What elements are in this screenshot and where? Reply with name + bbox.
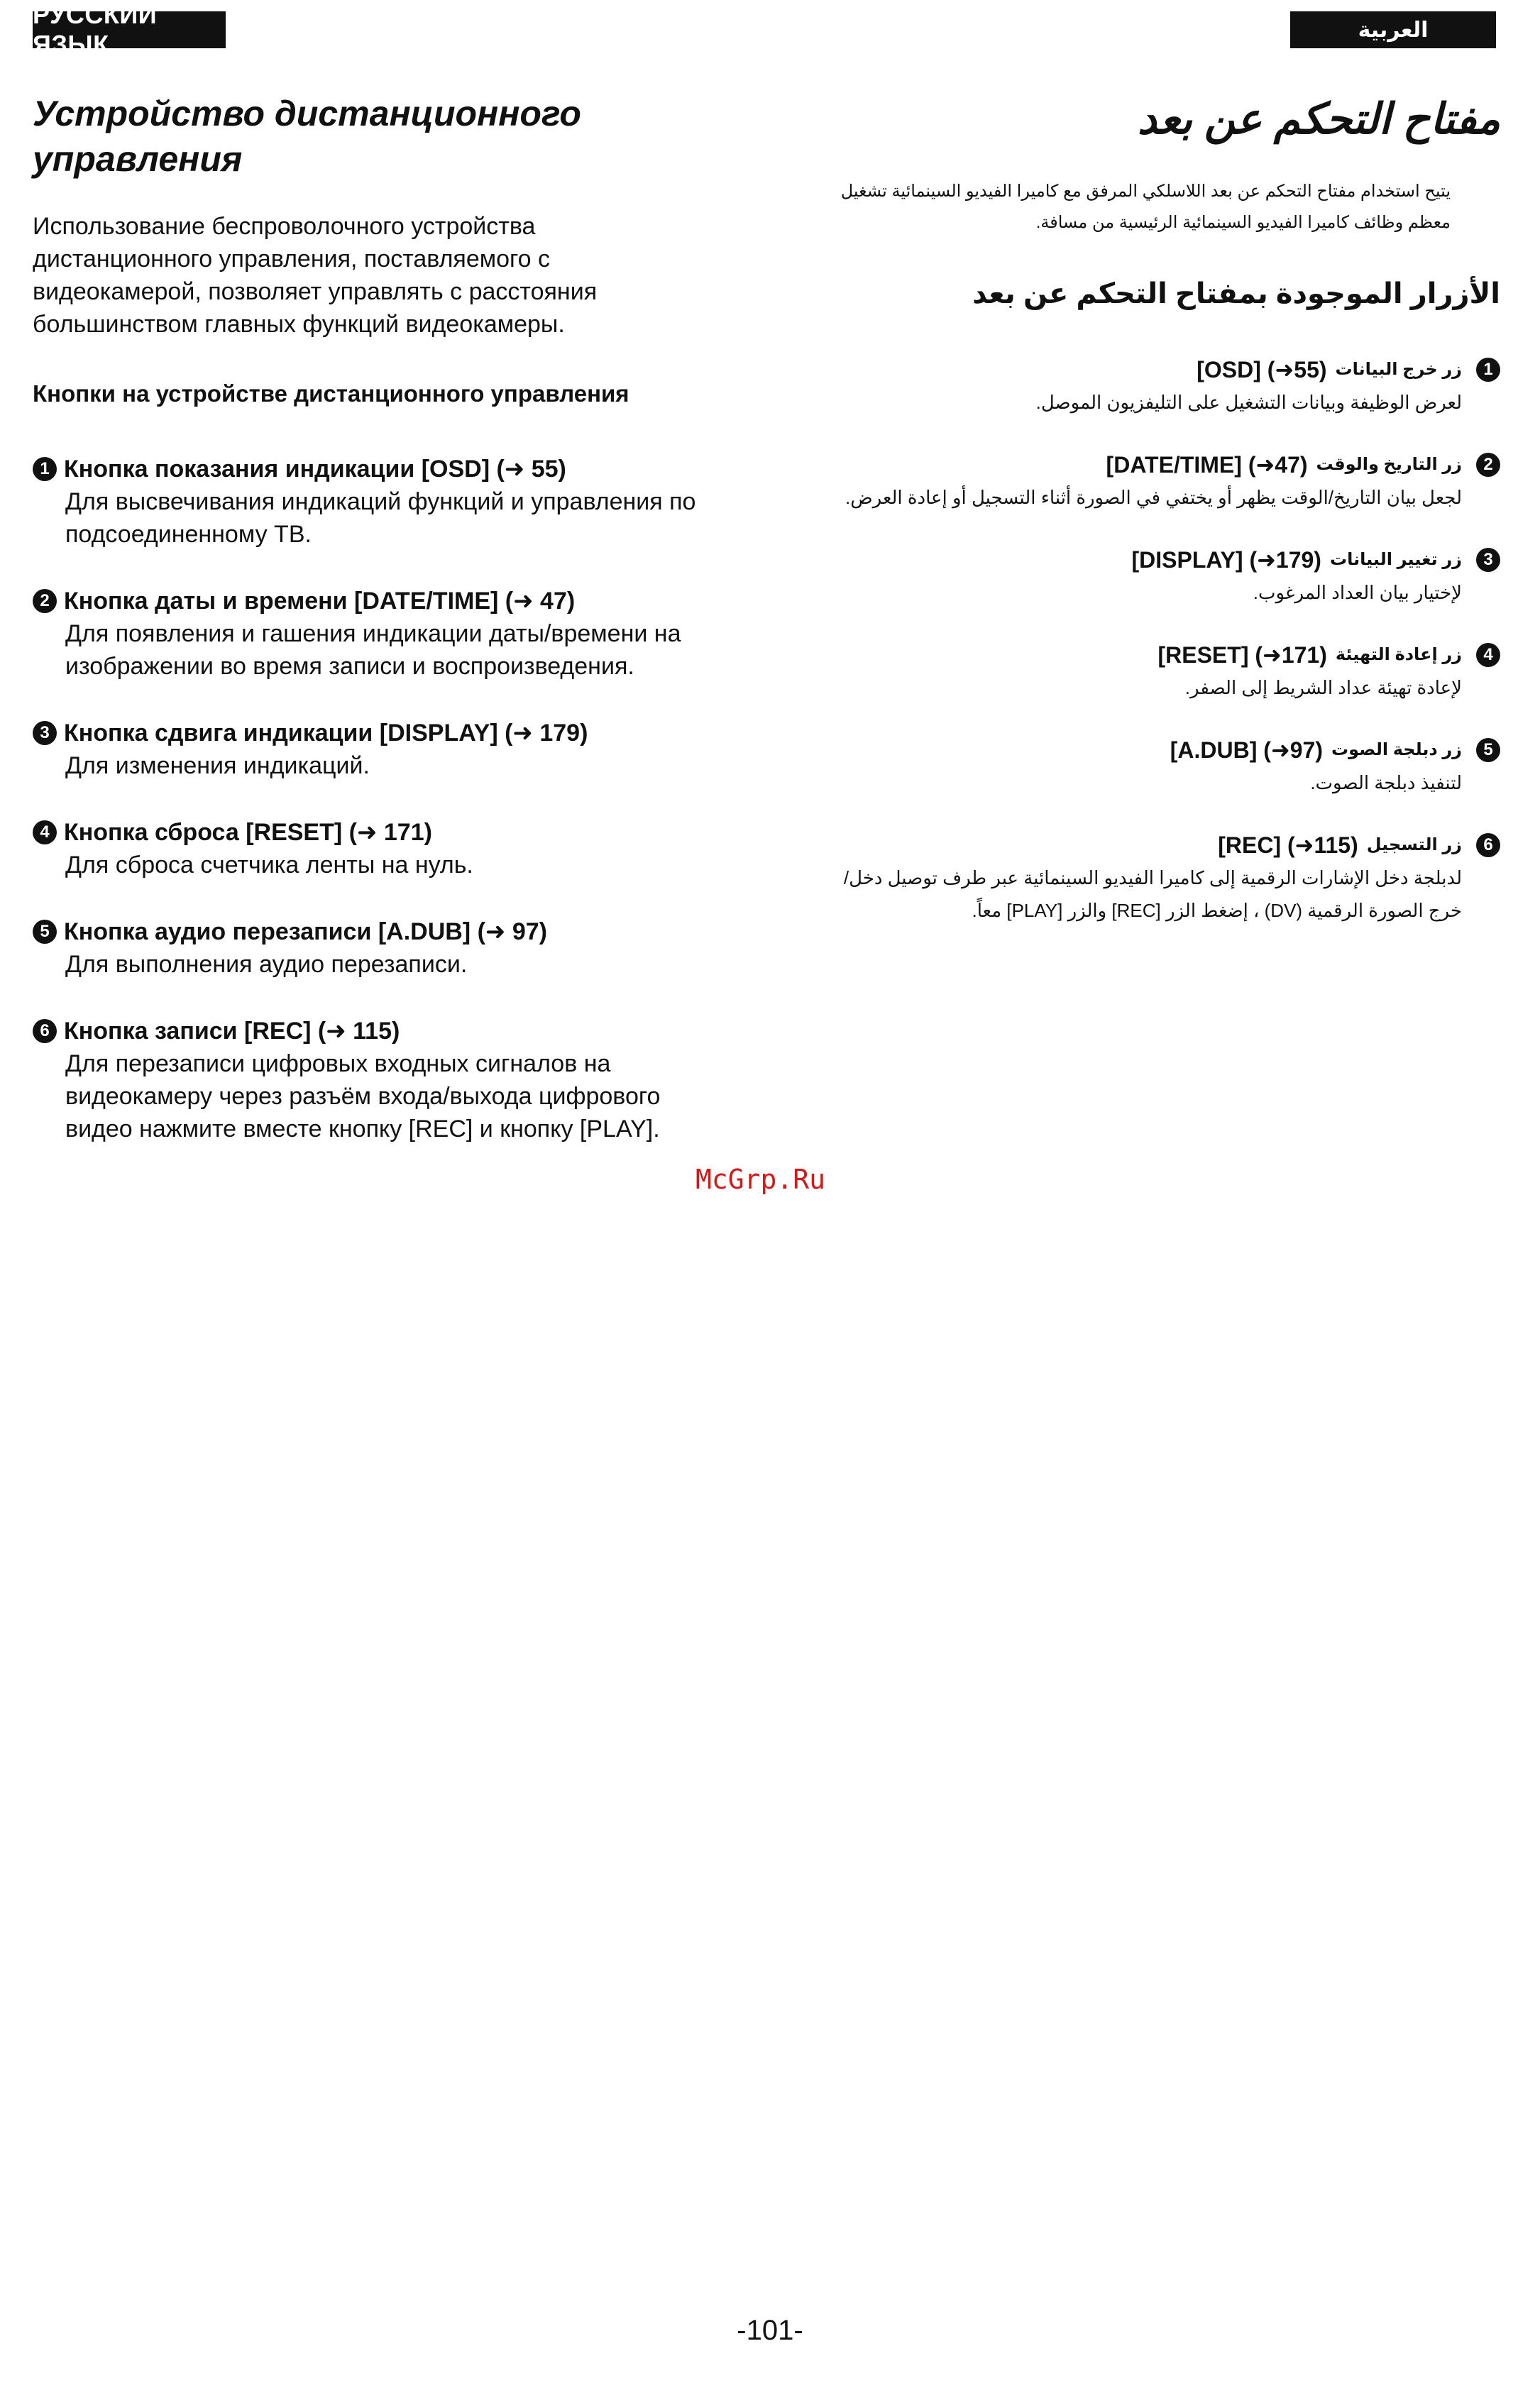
list-item: [33, 915, 707, 981]
item-code: [A.DUB] (➜97): [1170, 737, 1323, 763]
language-tab-arabic: العربية: [1290, 11, 1496, 48]
item-heading: Кнопка показания индикации [OSD] (➜ 55): [64, 456, 566, 483]
item-code: [DATE/TIME] (➜47): [1106, 452, 1308, 478]
list-item: [816, 639, 1500, 704]
number-badge-icon: 4: [33, 820, 57, 844]
item-description: Для выполнения аудио перезаписи.: [65, 951, 468, 978]
item-heading: Кнопка сдвига индикации [DISPLAY] (➜ 179): [64, 720, 588, 747]
page-title-ar: مفتاح التحكم عن بعد: [1137, 95, 1500, 143]
item-description: لدبلجة دخل الإشارات الرقمية إلى كاميرا الفيديو السينمائية عبر طرف توصيل دخل/خرج الصورة الرقمية (DV) ، إضغط الزر [REC] والزر [PLAY] معاً.: [843, 867, 1462, 921]
item-description: Для высвечивания индикаций функций и управления по подсоединенному ТВ.: [65, 488, 696, 548]
subheading-ar: الأزرار الموجودة بمفتاح التحكم عن بعد: [972, 278, 1500, 309]
item-label: زر خرج البيانات: [1335, 360, 1462, 379]
item-description: Для изменения индикаций.: [65, 752, 370, 779]
list-item: [816, 353, 1500, 419]
item-description: لعرض الوظيفة وبيانات التشغيل على التليفزيون الموصل.: [1035, 392, 1462, 413]
number-badge-icon: 3: [1476, 548, 1500, 572]
number-badge-icon: 4: [1476, 643, 1500, 667]
number-badge-icon: 5: [1476, 738, 1500, 762]
page-number: -101-: [737, 2315, 803, 2346]
list-item: [816, 829, 1500, 927]
item-heading: Кнопка даты и времени [DATE/TIME] (➜ 47): [64, 588, 576, 615]
number-badge-icon: 3: [33, 721, 57, 745]
page-title-ru: Устройство дистанционного управления: [33, 94, 581, 179]
list-item: [33, 453, 707, 551]
item-heading: Кнопка сброса [RESET] (➜ 171): [64, 819, 432, 846]
item-description: لجعل بيان التاريخ/الوقت يظهر أو يختفي في الصورة أثناء التسجيل أو إعادة العرض.: [845, 487, 1462, 508]
list-item: [816, 448, 1500, 514]
item-description: Для появления и гашения индикации даты/времени на изображении во время записи и воспроизведения.: [65, 620, 681, 680]
item-code: [DISPLAY] (➜179): [1131, 547, 1321, 573]
number-badge-icon: 1: [33, 457, 57, 481]
item-code: [REC] (➜115): [1218, 832, 1358, 858]
item-label: زر إعادة التهيئة: [1335, 645, 1462, 664]
russian-column: [33, 84, 707, 1179]
number-badge-icon: 2: [33, 589, 57, 613]
item-description: لإعادة تهيئة عداد الشريط إلى الصفر.: [1184, 677, 1462, 698]
list-item: [33, 717, 707, 782]
item-description: Для перезаписи цифровых входных сигналов на видеокамеру через разъём входа/выхода цифрового видео нажмите вместе кнопку [REC] и кнопку [PLAY].: [65, 1050, 661, 1142]
number-badge-icon: 1: [1476, 358, 1500, 382]
item-label: زر التسجيل: [1366, 835, 1462, 854]
item-label: زر دبلجة الصوت: [1331, 740, 1462, 759]
list-item: [816, 734, 1500, 799]
intro-ru: Использование беспроволочного устройства дистанционного управления, поставляемого с видеокамерой, позволяет управлять с расстояния большинством главных функций видеокамеры.: [33, 213, 598, 338]
subheading-ru: Кнопки на устройстве дистанционного управления: [33, 380, 629, 407]
language-tab-russian: РУССКИЙ ЯЗЫК: [33, 11, 226, 48]
item-label: زر تغيير البيانات: [1329, 550, 1462, 569]
arabic-column: [816, 84, 1500, 957]
item-code: [OSD] (➜55): [1197, 357, 1327, 382]
list-item: [816, 544, 1500, 609]
item-heading: Кнопка аудио перезаписи [A.DUB] (➜ 97): [64, 918, 547, 945]
item-description: لإختيار بيان العداد المرغوب.: [1253, 582, 1462, 603]
number-badge-icon: 6: [33, 1019, 57, 1043]
list-item: [33, 1015, 707, 1145]
list-item: [33, 816, 707, 881]
item-description: لتنفيذ دبلجة الصوت.: [1310, 772, 1462, 793]
watermark: McGrp.Ru: [695, 1164, 826, 1195]
item-heading: Кнопка записи [REC] (➜ 115): [64, 1018, 400, 1045]
item-label: زر التاريخ والوقت: [1316, 455, 1462, 474]
intro-ar: يتيح استخدام مفتاح التحكم عن بعد اللاسلكي المرفق مع كاميرا الفيديو السينمائية تشغيل معظم وظائف كاميرا الفيديو السينمائية الرئيسية من مسافة.: [840, 182, 1451, 232]
list-item: [33, 585, 707, 683]
item-description: Для сброса счетчика ленты на нуль.: [65, 852, 473, 879]
number-badge-icon: 5: [33, 920, 57, 944]
number-badge-icon: 2: [1476, 453, 1500, 477]
number-badge-icon: 6: [1476, 833, 1500, 857]
item-code: [RESET] (➜171): [1157, 642, 1327, 668]
